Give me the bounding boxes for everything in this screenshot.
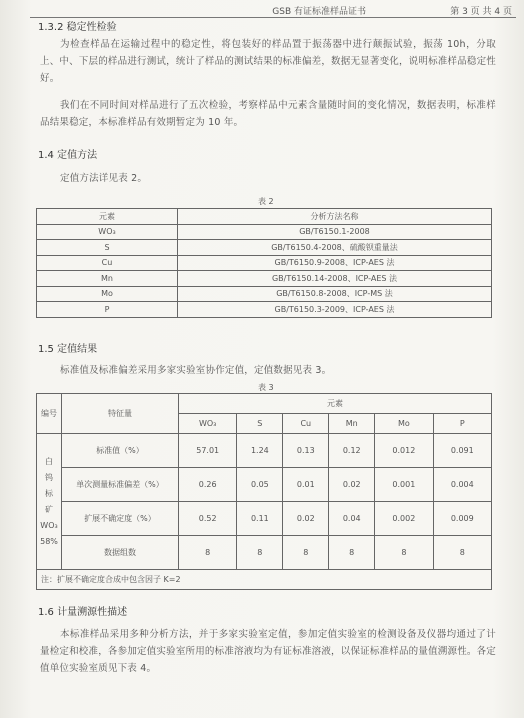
- table-3-row-label: 扩展不确定度（%）: [62, 502, 179, 536]
- header-doc-title: GSB 有证标准样品证书: [272, 7, 366, 17]
- sample-id-char: WO₃: [40, 520, 58, 530]
- table-cell: 0.11: [237, 502, 283, 536]
- table-row: [37, 271, 492, 287]
- sample-id-char: 矿: [45, 504, 53, 514]
- table-cell: 8: [375, 536, 433, 570]
- table-3-row-label: 数据组数: [62, 536, 179, 570]
- table-3-header-item: 特征量: [62, 394, 179, 434]
- table-row: [37, 224, 492, 240]
- table-cell: 0.01: [283, 468, 329, 502]
- table-cell: GB/T6150.3-2009、ICP-AES 法: [178, 302, 492, 318]
- stability-paragraph-2: 我们在不同时间对样品进行了五次检验，考察样品中元素含量随时间的变化情况，数据表明，标准样品结果稳定，本标准样品有效期暂定为 10 年。: [40, 100, 496, 128]
- table-cell: 0.012: [375, 434, 433, 468]
- table-cell: 0.26: [179, 468, 237, 502]
- table-row: [37, 434, 492, 468]
- table-cell: WO₃: [37, 224, 178, 240]
- table-cell: 0.13: [283, 434, 329, 468]
- table-cell: S: [37, 240, 178, 256]
- sample-id-char: 白: [45, 456, 53, 466]
- table-cell: 0.009: [433, 502, 491, 536]
- table-3-results: [36, 393, 492, 590]
- table-cell: GB/T6150.1-2008: [178, 224, 492, 240]
- table-cell: GB/T6150.9-2008、ICP-AES 法: [178, 255, 492, 271]
- table-2-caption: 表 2: [258, 197, 274, 206]
- table-cell: 0.02: [329, 468, 375, 502]
- table-3-element-header: Mo: [375, 414, 433, 434]
- table-cell: 8: [237, 536, 283, 570]
- sample-id-char: 钨: [45, 472, 53, 482]
- table-cell: 0.002: [375, 502, 433, 536]
- section-1-6-title: 1.6 计量溯源性描述: [38, 607, 128, 618]
- table-cell: 0.52: [179, 502, 237, 536]
- table-cell: 0.05: [237, 468, 283, 502]
- table-row: [37, 255, 492, 271]
- sample-id-char: 58%: [40, 536, 58, 546]
- table-row: [37, 209, 492, 225]
- table-cell: Mn: [37, 271, 178, 287]
- table-3-header-elements: 元素: [179, 394, 492, 414]
- table-3-caption: 表 3: [258, 383, 274, 392]
- header-page-number: 第 3 页 共 4 页: [450, 7, 512, 17]
- table-row: [37, 570, 492, 590]
- section-1-3-2-title: 1.3.2 稳定性检验: [38, 22, 117, 33]
- table-3-element-header: P: [433, 414, 491, 434]
- table-3-element-header: Mn: [329, 414, 375, 434]
- page-header: [30, 3, 516, 18]
- table-cell: 0.091: [433, 434, 491, 468]
- table-row: [37, 286, 492, 302]
- table-row: [37, 536, 492, 570]
- stability-paragraph-1: 为检查样品在运输过程中的稳定性，将包装好的样品置于振荡器中进行颠振试验，振荡 10h，分取上、中、下层的样品进行测试，统计了样品的测试结果的标准偏差，数据无显著变化，说明标准样品稳定性好。: [40, 39, 496, 84]
- section-1-5-title: 1.5 定值结果: [38, 344, 98, 355]
- sample-id-char: 标: [45, 488, 53, 498]
- table-cell: 8: [179, 536, 237, 570]
- table-row: [37, 468, 492, 502]
- table-cell: P: [37, 302, 178, 318]
- table-row: [37, 302, 492, 318]
- table-2-methods: [36, 208, 492, 318]
- section-1-4-title: 1.4 定值方法: [38, 150, 98, 161]
- table-cell: Mo: [37, 286, 178, 302]
- table-row: [37, 502, 492, 536]
- table-3-row-label: 标准值（%）: [62, 434, 179, 468]
- method-paragraph: 定值方法详见表 2。: [60, 173, 148, 184]
- table-cell: 8: [283, 536, 329, 570]
- table-cell: 0.004: [433, 468, 491, 502]
- table-cell: 57.01: [179, 434, 237, 468]
- table-2-header-method: 分析方法名称: [178, 209, 492, 225]
- table-cell: 0.001: [375, 468, 433, 502]
- table-cell: GB/T6150.8-2008、ICP-MS 法: [178, 286, 492, 302]
- table-3-element-header: Cu: [283, 414, 329, 434]
- table-cell: GB/T6150.4-2008、硫酸钡重量法: [178, 240, 492, 256]
- traceability-paragraph: 本标准样品采用多种分析方法，并于多家实验室定值，参加定值实验室的检测设备及仪器均通过了计量检定和校准，各参加定值实验室所用的标准溶液均为有证标准溶液，以保证标准样品的量值溯源性。各定值单位实验室质见下表 4。: [40, 629, 496, 674]
- results-paragraph: 标准值及标准偏差采用多家实验室协作定值，定值数据见表 3。: [60, 365, 332, 376]
- table-3-note: 注：扩展不确定度合成中包含因子 K=2: [37, 570, 492, 590]
- table-2-header-element: 元素: [37, 209, 178, 225]
- table-cell: Cu: [37, 255, 178, 271]
- table-cell: 0.12: [329, 434, 375, 468]
- table-row: [37, 240, 492, 256]
- table-3-sample-id: [37, 434, 62, 570]
- table-cell: 8: [433, 536, 491, 570]
- table-cell: 8: [329, 536, 375, 570]
- table-cell: GB/T6150.14-2008、ICP-AES 法: [178, 271, 492, 287]
- table-3-element-header: S: [237, 414, 283, 434]
- table-row: [37, 394, 492, 414]
- table-cell: 0.02: [283, 502, 329, 536]
- table-3-row-label: 单次测量标准偏差（%）: [62, 468, 179, 502]
- table-3-header-number: 编号: [37, 394, 62, 434]
- table-cell: 0.04: [329, 502, 375, 536]
- table-3-element-header: WO₃: [179, 414, 237, 434]
- table-cell: 1.24: [237, 434, 283, 468]
